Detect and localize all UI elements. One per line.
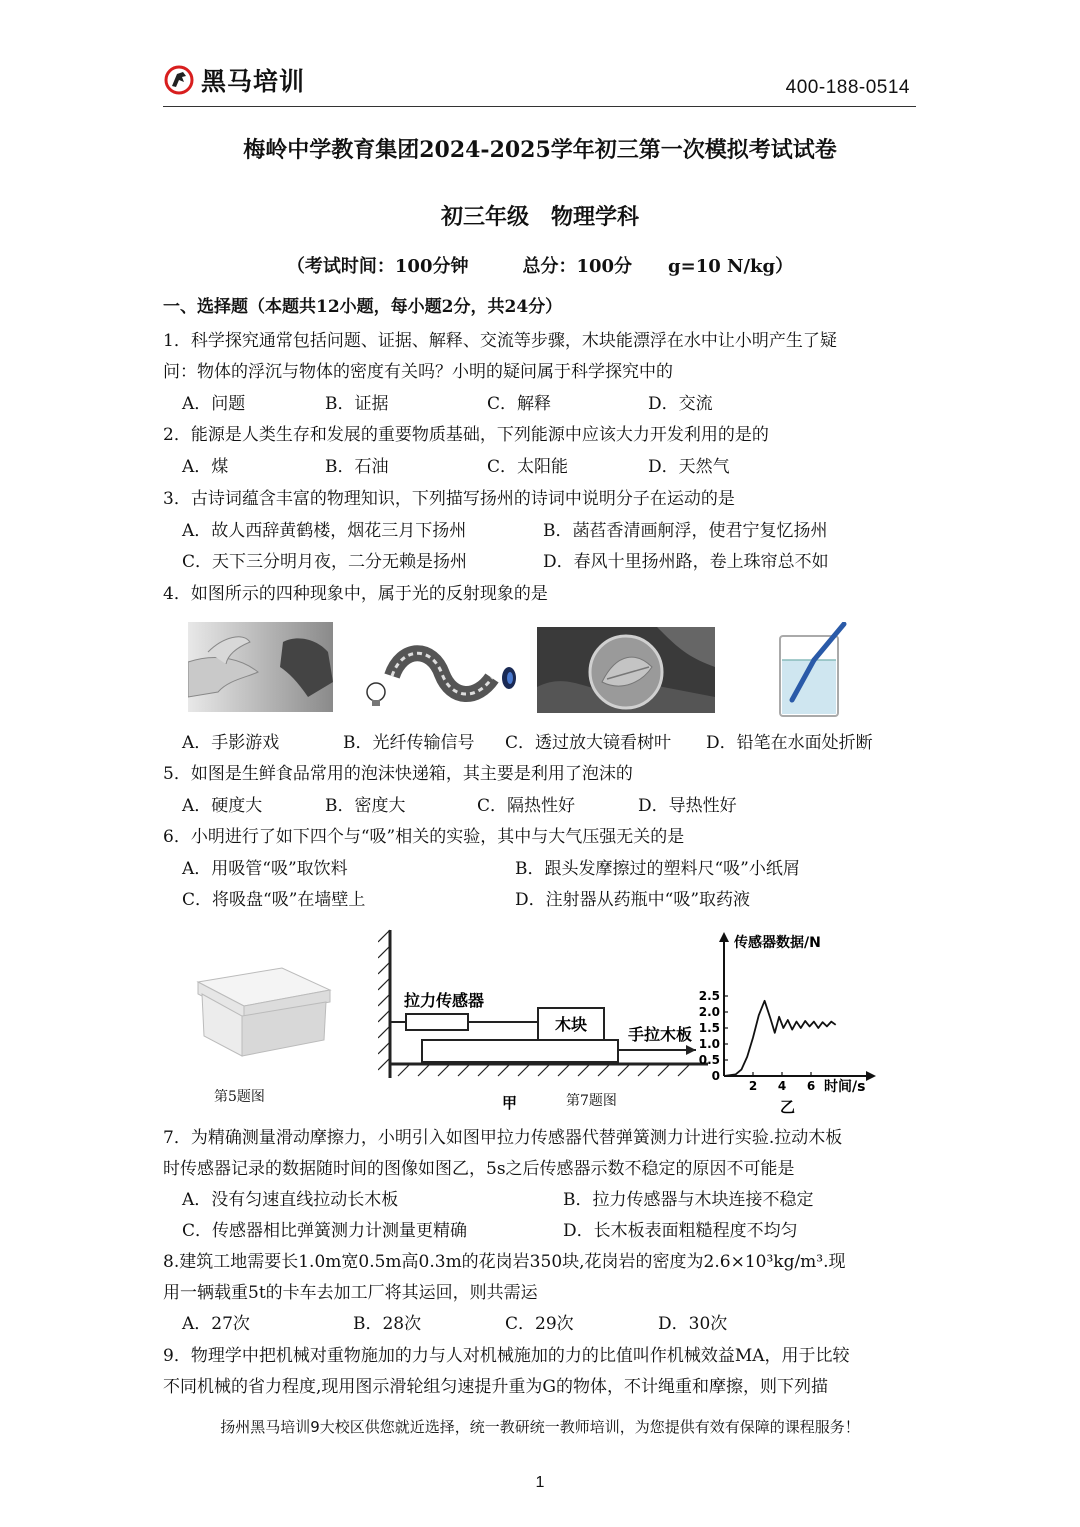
friction-apparatus-diagram <box>378 926 708 1112</box>
q2-option-c: C．太阳能 <box>487 457 569 477</box>
exam-title: 梅岭中学教育集团2024-2025学年初三第一次模拟考试试卷 <box>243 137 837 163</box>
q5-option-a: A．硬度大 <box>182 796 263 816</box>
q6-stem: 6．小明进行了如下四个与“吸”相关的实验，其中与大气压强无关的是 <box>163 827 685 847</box>
q7-option-a: A．没有匀速直线拉动长木板 <box>182 1190 399 1210</box>
q1-stem-line1: 1．科学探究通常包括问题、证据、解释、交流等步骤，木块能漂浮在水中让小明产生了疑 <box>163 331 837 351</box>
q4-option-c: C．透过放大镜看树叶 <box>505 733 672 753</box>
q7-option-d: D．长木板表面粗糙程度不均匀 <box>563 1221 798 1241</box>
q6-option-d: D．注射器从药瓶中“吸”取药液 <box>515 890 751 910</box>
section-heading: 一、选择题（本题共12小题，每小题2分，共24分） <box>163 297 563 317</box>
pencil-in-water-image <box>770 622 850 720</box>
q6-option-c: C．将吸盘“吸”在墙壁上 <box>182 890 366 910</box>
q7-stem-line2: 时传感器记录的数据随时间的图像如图乙，5s之后传感器示数不稳定的原因不可能是 <box>163 1159 795 1179</box>
foam-box-image <box>190 960 335 1060</box>
fig7-caption: 第7题图 <box>566 1093 617 1109</box>
brand-logo <box>163 62 305 98</box>
brand-name: 黑马培训 <box>201 67 306 96</box>
q5-option-c: C．隔热性好 <box>477 796 576 816</box>
series-line <box>724 1001 836 1076</box>
q3-option-d: D．春风十里扬州路，卷上珠帘总不如 <box>543 552 829 572</box>
q4-stem: 4．如图所示的四种现象中，属于光的反射现象的是 <box>163 584 548 604</box>
y-tick-label: 0 <box>711 1069 720 1083</box>
fig5-caption: 第5题图 <box>214 1089 265 1105</box>
q4-option-d: D．铅笔在水面处折断 <box>706 733 873 753</box>
fig-jia-label: 甲 <box>502 1094 518 1112</box>
x-tick-label: 4 <box>777 1079 787 1093</box>
x-tick-label: 6 <box>806 1079 816 1093</box>
x-axis-arrow <box>866 1071 876 1081</box>
x-axis-label: 时间/s <box>824 1079 866 1095</box>
y-tick-label: 2.5 <box>698 989 720 1003</box>
q2-option-b: B．石油 <box>325 457 389 477</box>
y-axis-arrow <box>719 932 729 942</box>
sensor-force-chart <box>698 926 888 1118</box>
sensor-label: 拉力传感器 <box>404 991 485 1010</box>
q7-option-b: B．拉力传感器与木块连接不稳定 <box>563 1190 814 1210</box>
footer-ad: 扬州黑马培训9大校区供您就近选择，统一教研统一教师培训，为您提供有效有保障的课程服务！ <box>220 1418 860 1436</box>
q4-option-a: A．手影游戏 <box>182 733 280 753</box>
q3-option-c: C．天下三分明月夜，二分无赖是扬州 <box>182 552 468 572</box>
q8-option-b: B．28次 <box>353 1314 422 1334</box>
y-tick-label: 2.0 <box>698 1005 720 1019</box>
exam-subtitle: 初三年级 物理学科 <box>440 204 639 230</box>
q6-option-a: A．用吸管“吸”取饮料 <box>182 859 348 879</box>
pull-label: 手拉木板 <box>628 1025 693 1044</box>
q3-option-a: A．故人西辞黄鹤楼，烟花三月下扬州 <box>182 521 467 541</box>
q5-stem: 5．如图是生鲜食品常用的泡沫快递箱，其主要是利用了泡沫的 <box>163 764 633 784</box>
q2-option-a: A．煤 <box>182 457 229 477</box>
q8-option-d: D．30次 <box>658 1314 728 1334</box>
y-tick-label: 0.5 <box>698 1053 720 1067</box>
q9-stem-line2: 不同机械的省力程度,现用图示滑轮组匀速提升重为G的物体，不计绳重和摩擦，则下列描 <box>163 1377 828 1397</box>
y-tick-label: 1.5 <box>698 1021 720 1035</box>
q4-option-b: B．光纤传输信号 <box>343 733 475 753</box>
optical-fiber-image <box>362 636 522 712</box>
q7-option-c: C．传感器相比弹簧测力计测量更精确 <box>182 1221 468 1241</box>
magnifier-leaf-image <box>537 627 715 713</box>
q8-stem-line2: 用一辆载重5t的卡车去加工厂将其运回，则共需运 <box>163 1283 538 1303</box>
page-number: 1 <box>535 1474 545 1491</box>
header-divider <box>163 106 916 107</box>
phone-number: 400-188-0514 <box>785 77 910 98</box>
q8-stem-line1: 8.建筑工地需要长1.0m宽0.5m高0.3m的花岗岩350块,花岗岩的密度为2.6×10³kg/m³.现 <box>163 1252 846 1272</box>
board <box>422 1040 618 1062</box>
q2-option-d: D．天然气 <box>648 457 730 477</box>
q8-option-c: C．29次 <box>505 1314 574 1334</box>
q1-option-c: C．解释 <box>487 394 552 414</box>
horse-logo-icon <box>163 64 195 96</box>
y-tick-label: 1.0 <box>698 1037 720 1051</box>
q3-stem: 3．古诗词蕴含丰富的物理知识，下列描写扬州的诗词中说明分子在运动的是 <box>163 489 735 509</box>
q1-option-b: B．证据 <box>325 394 389 414</box>
force-sensor <box>406 1014 468 1030</box>
q2-stem: 2．能源是人类生存和发展的重要物质基础，下列能源中应该大力开发利用的是的 <box>163 425 769 445</box>
fig-yi-label: 乙 <box>780 1098 796 1116</box>
x-tick-label: 2 <box>748 1079 758 1093</box>
q9-stem-line1: 9．物理学中把机械对重物施加的力与人对机械施加的力的比值叫作机械效益MA，用于比较 <box>163 1346 850 1366</box>
q1-option-a: A．问题 <box>182 394 246 414</box>
q1-option-d: D．交流 <box>648 394 713 414</box>
q6-option-b: B．跟头发摩擦过的塑料尺“吸”小纸屑 <box>515 859 800 879</box>
q1-stem-line2: 问：物体的浮沉与物体的密度有关吗？小明的疑问属于科学探究中的 <box>163 362 673 382</box>
q5-option-d: D．导热性好 <box>638 796 737 816</box>
y-axis-label: 传感器数据/N <box>734 935 821 951</box>
block-label: 木块 <box>554 1015 588 1034</box>
q7-stem-line1: 7．为精确测量滑动摩擦力，小明引入如图甲拉力传感器代替弹簧测力计进行实验.拉动木板 <box>163 1128 843 1148</box>
q3-option-b: B．菡萏香清画舸浮，使君宁复忆扬州 <box>543 521 828 541</box>
hand-shadow-image <box>188 622 333 712</box>
q5-option-b: B．密度大 <box>325 796 406 816</box>
q8-option-a: A．27次 <box>182 1314 250 1334</box>
exam-info: （考试时间：100分钟 总分：100分 g=10 N/kg） <box>286 256 794 277</box>
